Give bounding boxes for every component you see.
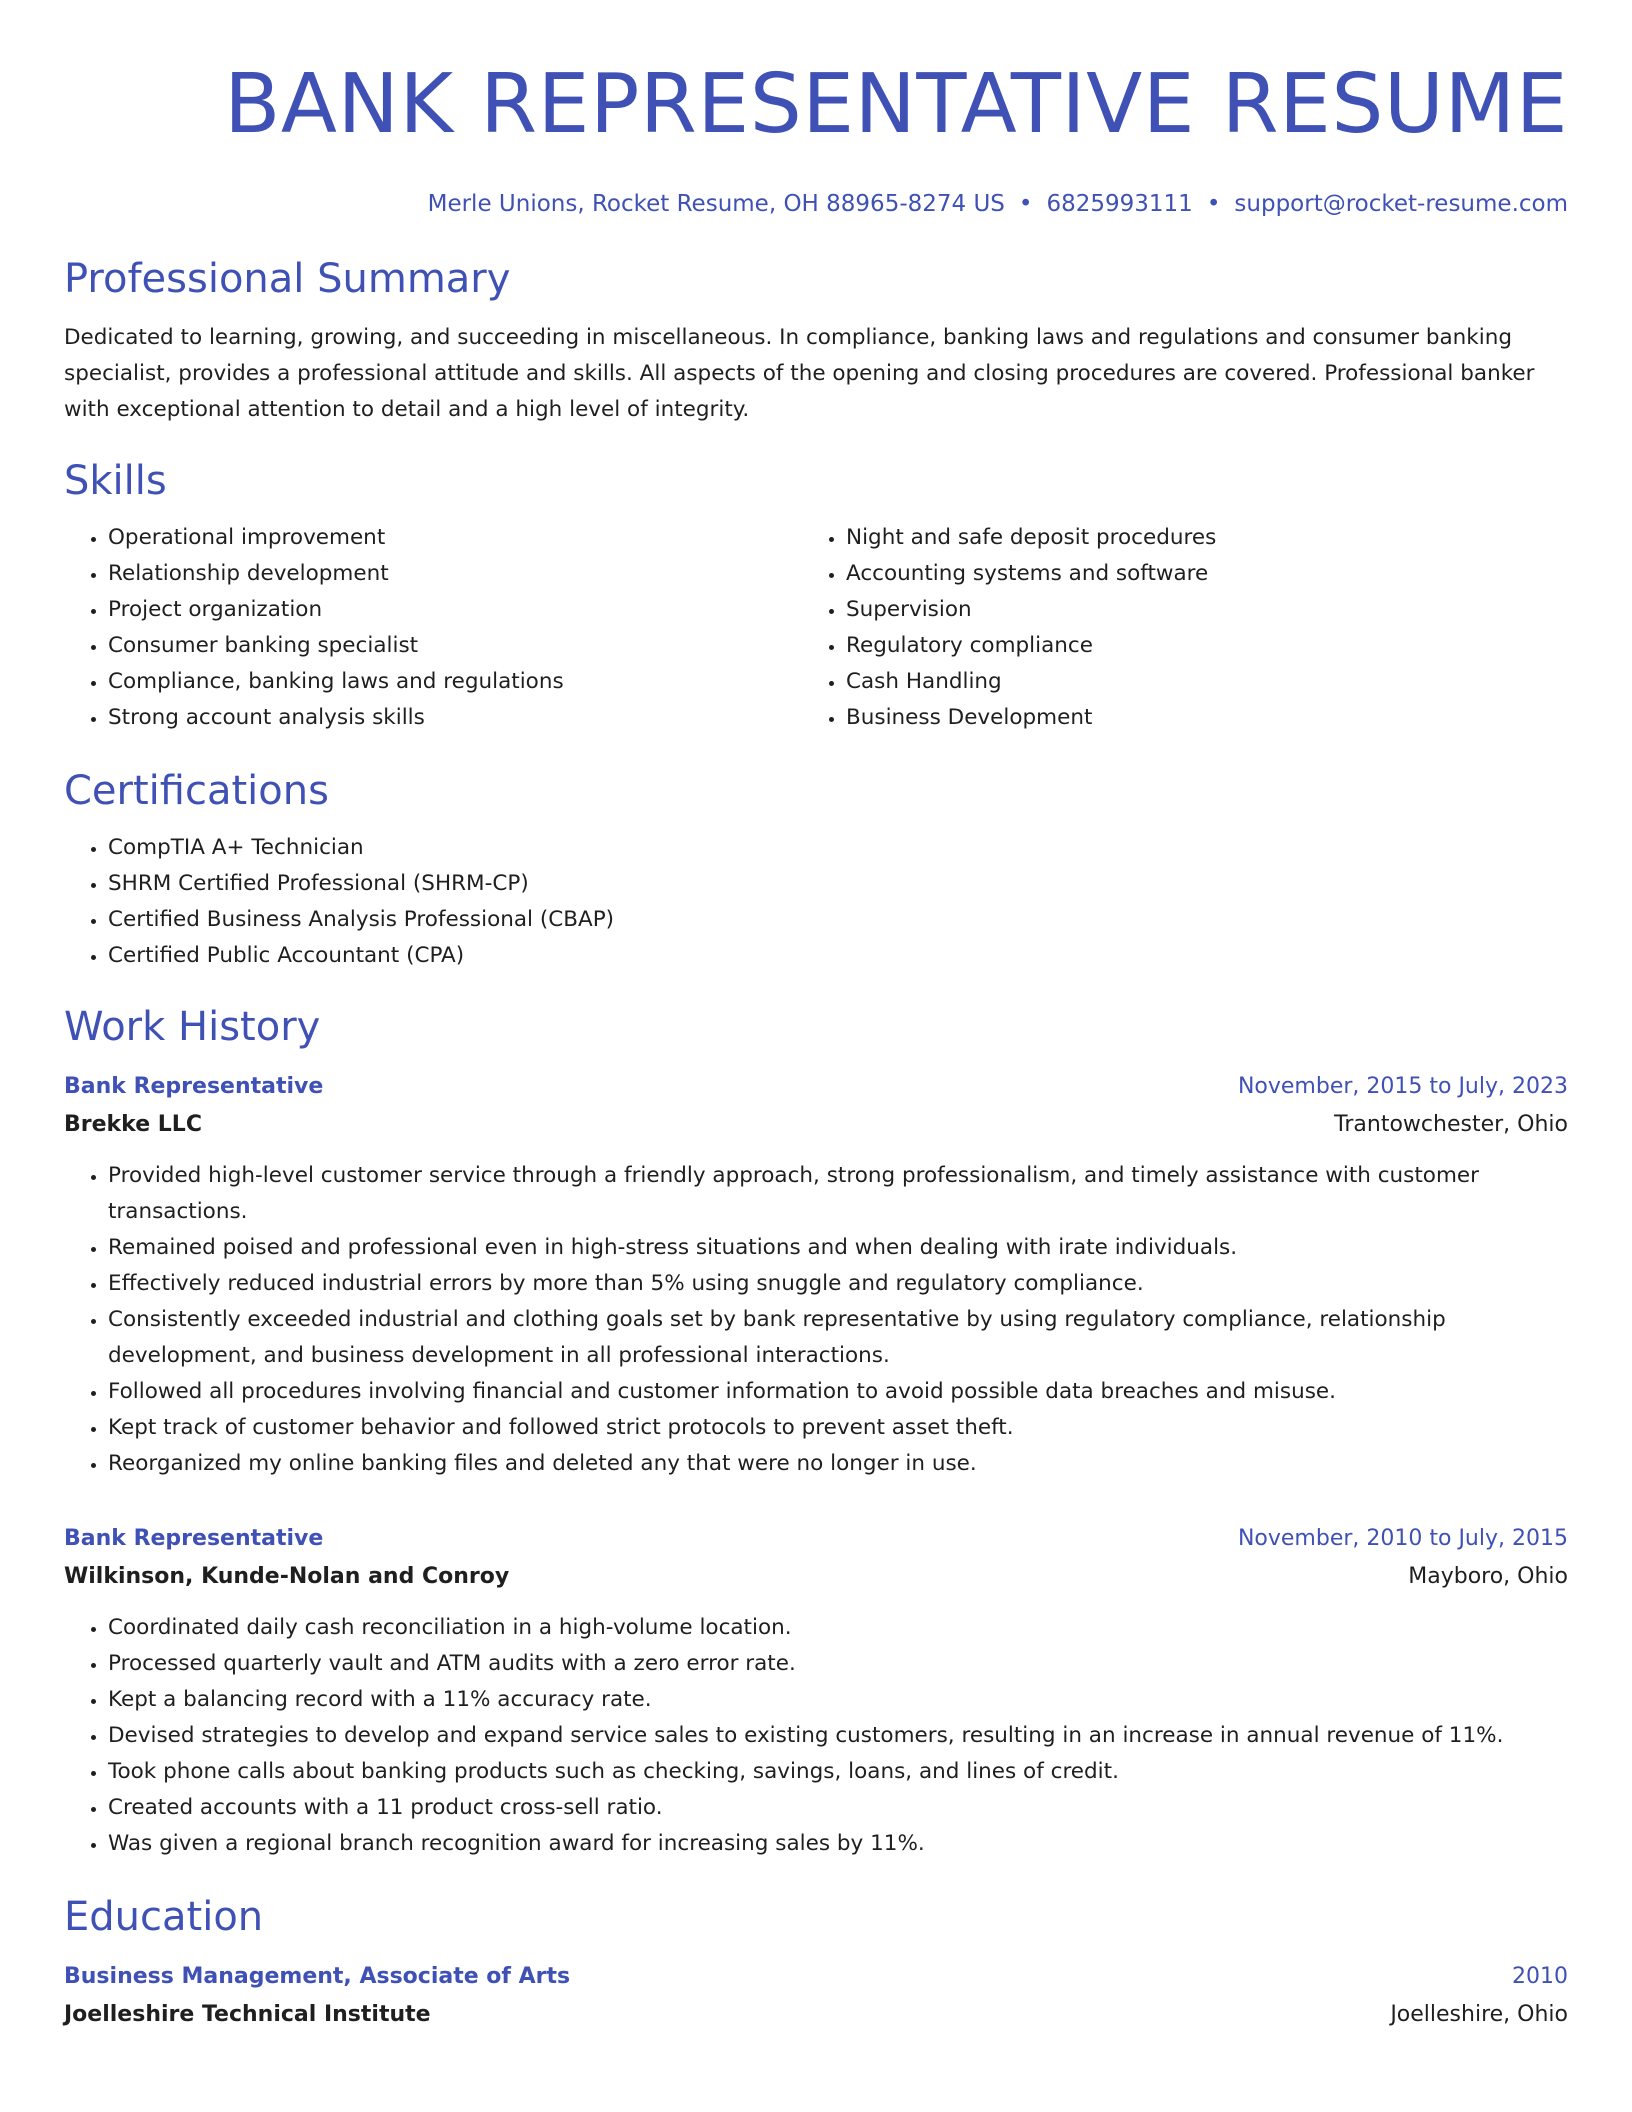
resume-title: BANK REPRESENTATIVE RESUME xyxy=(224,57,1568,152)
job-company: Brekke LLC xyxy=(64,1112,202,1137)
job-location: Trantowchester, Ohio xyxy=(1334,1112,1568,1137)
job-duty: • Consistently exceeded industrial and clothing goals set by bank representative by using regulatory compliance, relationship development, and business development in all professional interactions. xyxy=(108,1302,1568,1374)
education-location: Joelleshire, Ohio xyxy=(1390,2002,1568,2027)
certifications-list xyxy=(64,830,1568,974)
job-duty: • Kept track of customer behavior and followed strict protocols to prevent asset theft. xyxy=(108,1410,1568,1446)
job-entry xyxy=(64,1520,1568,1862)
skills-list-right xyxy=(802,520,1540,736)
job-title: Bank Representative xyxy=(64,1526,324,1551)
skill-item: • Supervision xyxy=(846,592,1540,628)
education-school-row xyxy=(64,1996,1568,2034)
bullet-separator: • xyxy=(1018,191,1033,217)
job-dates: November, 2015 to July, 2023 xyxy=(1237,1074,1568,1099)
skill-item: • Operational improvement xyxy=(108,520,802,556)
job-duty: • Coordinated daily cash reconciliation in a high-volume location. xyxy=(108,1610,1568,1646)
skill-item: • Business Development xyxy=(846,700,1540,736)
skill-item: • Relationship development xyxy=(108,556,802,592)
education-entry xyxy=(64,1958,1568,2034)
work-history-heading: Work History xyxy=(64,1004,321,1050)
job-location: Mayboro, Ohio xyxy=(1408,1564,1568,1589)
certification-item: • CompTIA A+ Technician xyxy=(108,830,1568,866)
job-duties-list xyxy=(64,1158,1568,1482)
job-title-row xyxy=(64,1520,1568,1558)
education-degree-row xyxy=(64,1958,1568,1996)
education-heading: Education xyxy=(64,1894,264,1940)
job-title: Bank Representative xyxy=(64,1074,324,1099)
job-duties-list xyxy=(64,1610,1568,1862)
job-duty: • Was given a regional branch recognition award for increasing sales by 11%. xyxy=(108,1826,1568,1862)
summary-heading: Professional Summary xyxy=(64,256,511,302)
skills-list-left xyxy=(64,520,802,736)
skill-item: • Project organization xyxy=(108,592,802,628)
certification-item: • Certified Business Analysis Professional (CBAP) xyxy=(108,902,1568,938)
job-company-row xyxy=(64,1558,1568,1596)
contact-address: Merle Unions, Rocket Resume, OH 88965-8274 US xyxy=(427,191,1005,217)
job-title-row xyxy=(64,1068,1568,1106)
skill-item: • Consumer banking specialist xyxy=(108,628,802,664)
job-duty: • Created accounts with a 11 product cross-sell ratio. xyxy=(108,1790,1568,1826)
skills-heading: Skills xyxy=(64,458,167,504)
contact-email: support@rocket-resume.com xyxy=(1234,191,1568,217)
job-duty: • Reorganized my online banking files and deleted any that were no longer in use. xyxy=(108,1446,1568,1482)
certification-item: • Certified Public Accountant (CPA) xyxy=(108,938,1568,974)
education-year: 2010 xyxy=(1512,1964,1568,1989)
job-duty: • Remained poised and professional even in high-stress situations and when dealing with irate individuals. xyxy=(108,1230,1568,1266)
contact-line xyxy=(64,188,1568,220)
skills-grid xyxy=(64,520,1568,736)
skill-item: • Regulatory compliance xyxy=(846,628,1540,664)
job-duty: • Effectively reduced industrial errors by more than 5% using snuggle and regulatory compliance. xyxy=(108,1266,1568,1302)
job-duty: • Took phone calls about banking products such as checking, savings, loans, and lines of credit. xyxy=(108,1754,1568,1790)
job-duty: • Provided high-level customer service through a friendly approach, strong professionalism, and timely assistance with customer transactions. xyxy=(108,1158,1568,1230)
skill-item: • Night and safe deposit procedures xyxy=(846,520,1540,556)
skill-item: • Accounting systems and software xyxy=(846,556,1540,592)
bullet-separator: • xyxy=(1206,191,1221,217)
job-dates: November, 2010 to July, 2015 xyxy=(1237,1526,1568,1551)
skills-column-right xyxy=(802,520,1540,736)
job-company-row xyxy=(64,1106,1568,1144)
skill-item: • Strong account analysis skills xyxy=(108,700,802,736)
skills-column-left xyxy=(64,520,802,736)
certifications-heading: Certifications xyxy=(64,768,329,814)
education-school: Joelleshire Technical Institute xyxy=(64,2002,431,2027)
summary-text: Dedicated to learning, growing, and succeeding in miscellaneous. In compliance, banking laws and regulations and consumer banking specialist, provides a professional attitude and skills. All aspects of the opening and closing procedures are covered. Professional banker with exceptional attention to detail and a high level of integrity. xyxy=(64,325,1535,422)
resume-header xyxy=(64,50,1568,220)
job-entry xyxy=(64,1068,1568,1482)
contact-phone: 6825993111 xyxy=(1046,191,1193,217)
education-degree: Business Management, Associate of Arts xyxy=(64,1964,571,1989)
job-duty: • Processed quarterly vault and ATM audits with a zero error rate. xyxy=(108,1646,1568,1682)
certification-item: • SHRM Certified Professional (SHRM-CP) xyxy=(108,866,1568,902)
job-duty: • Followed all procedures involving financial and customer information to avoid possible data breaches and misuse. xyxy=(108,1374,1568,1410)
skill-item: • Cash Handling xyxy=(846,664,1540,700)
job-duty: • Devised strategies to develop and expand service sales to existing customers, resulting in an increase in annual revenue of 11%. xyxy=(108,1718,1568,1754)
job-duty: • Kept a balancing record with a 11% accuracy rate. xyxy=(108,1682,1568,1718)
skill-item: • Compliance, banking laws and regulations xyxy=(108,664,802,700)
job-company: Wilkinson, Kunde-Nolan and Conroy xyxy=(64,1564,510,1589)
